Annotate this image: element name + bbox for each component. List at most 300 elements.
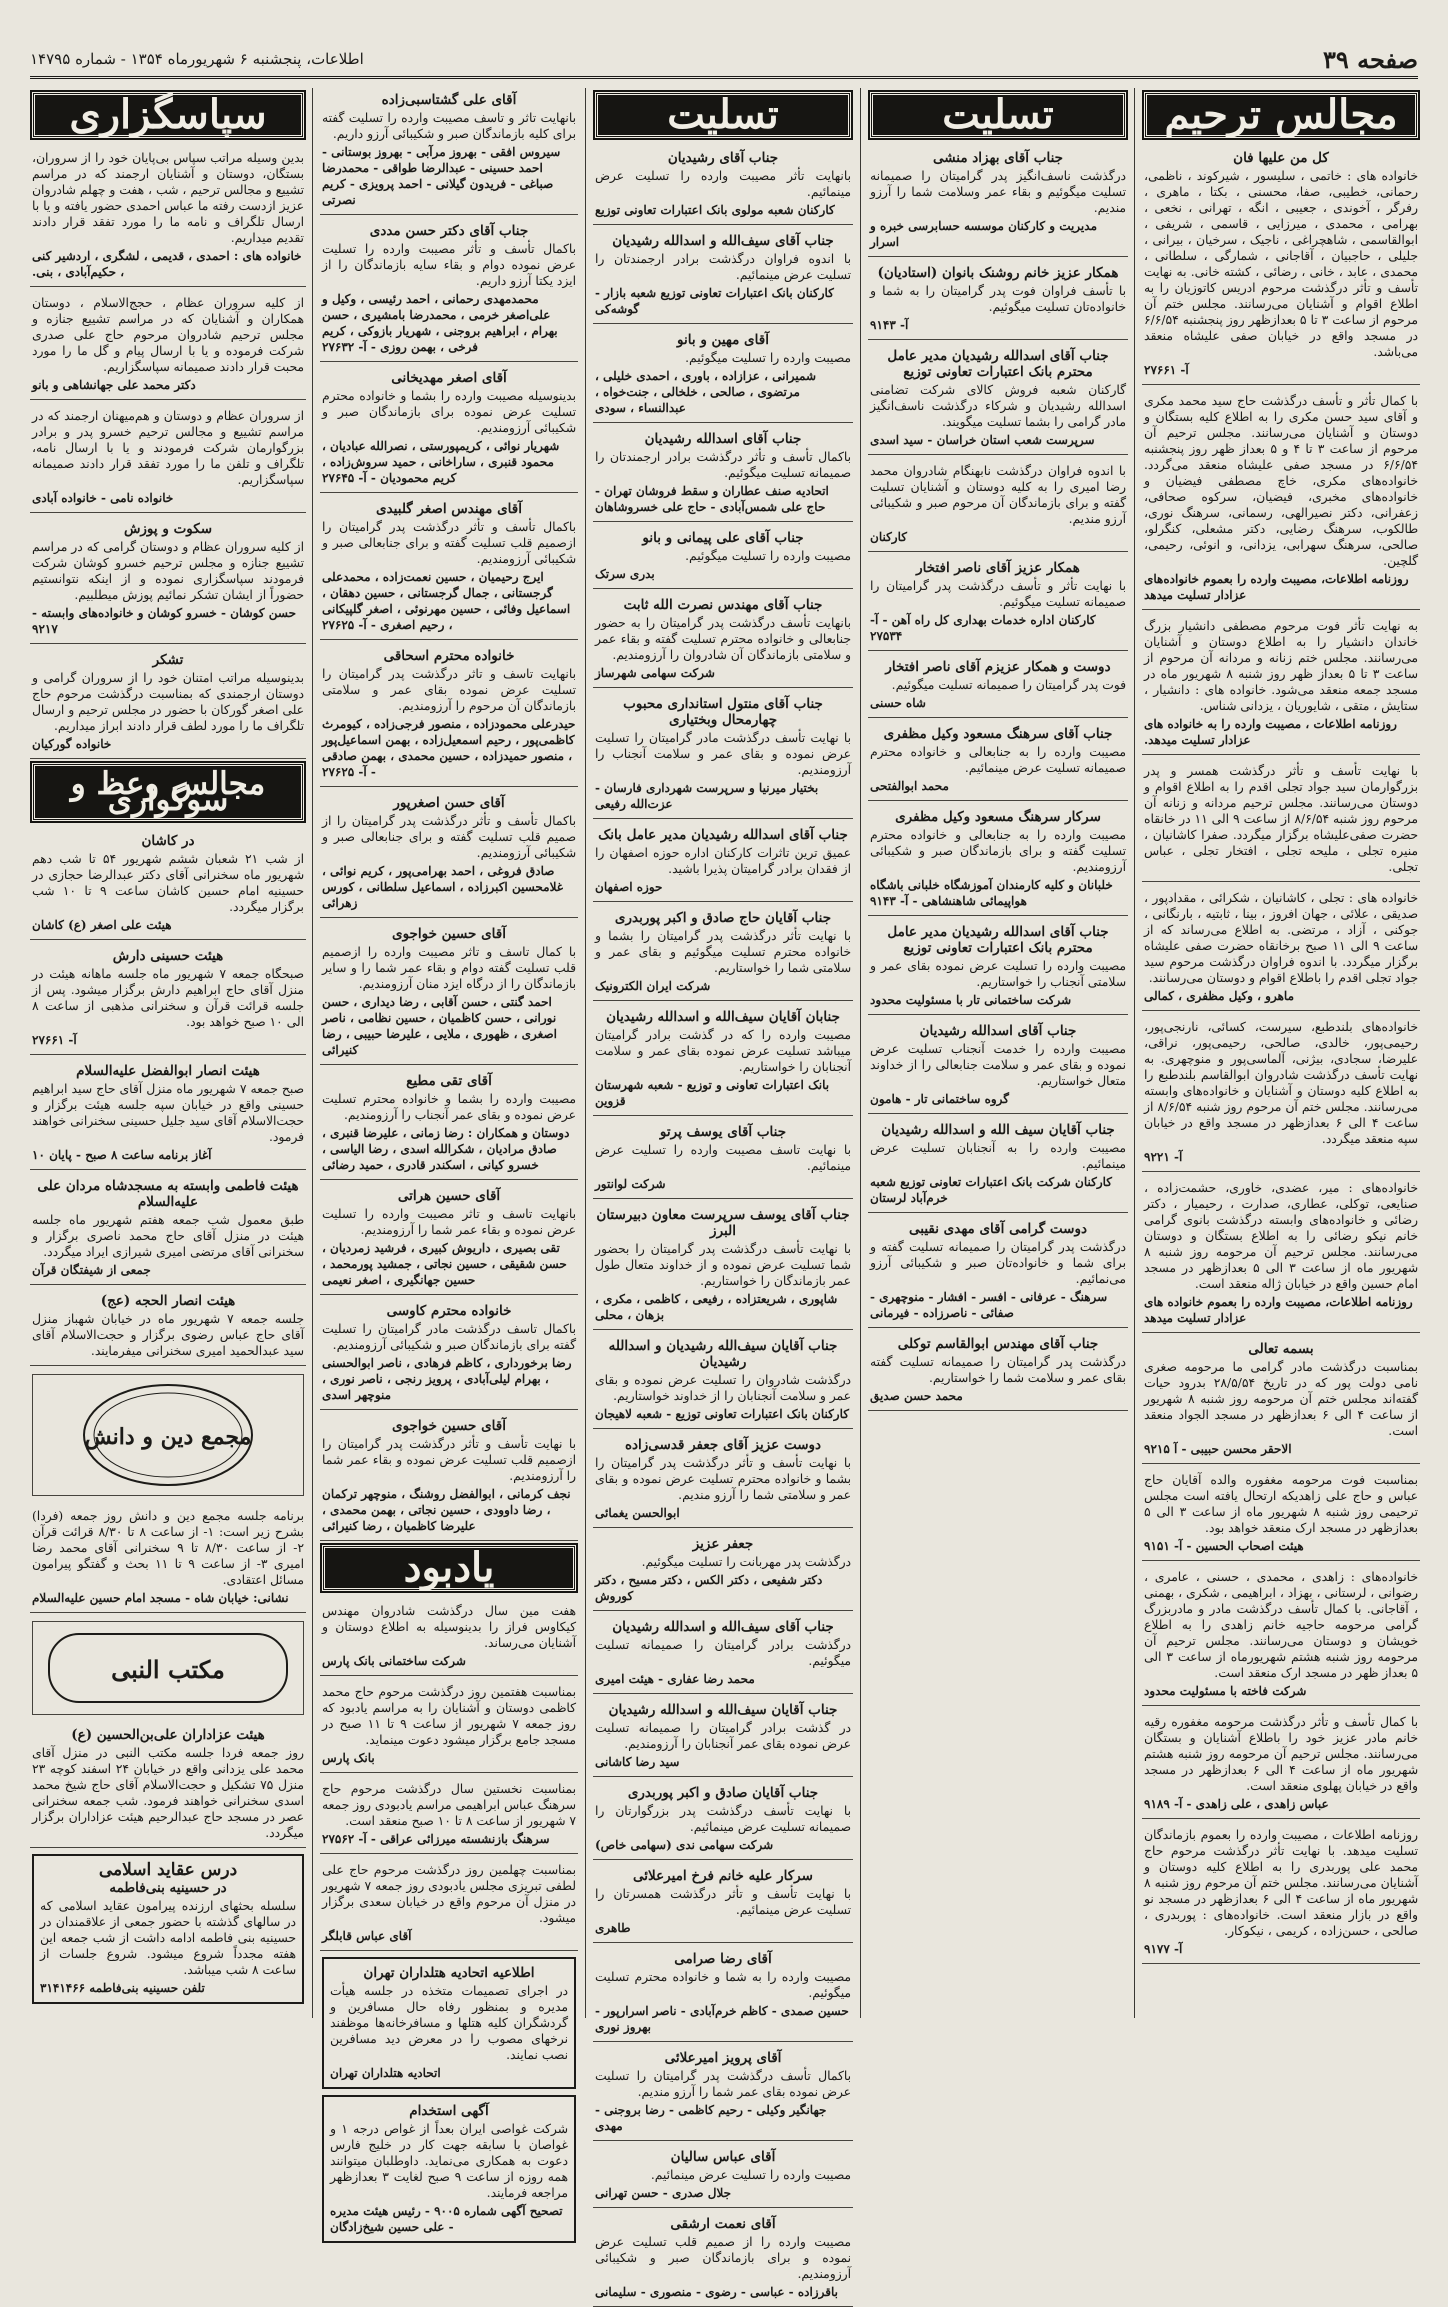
- notice-title: آقای حسین خواجوی: [392, 926, 506, 942]
- notice-item: [593, 1120, 853, 1199]
- notice-body: خانواده های : تجلی ، کاشانیان ، شکرائی ، مقدادپور ، صدیقی ، علائی ، جهان افروز ، بینا ، ثابتیه ، بارنگانی ، جوکنی ، آزاد ، مرتضی. به اطلاع می‌رساند که از ساعت ۹ الی ۱۱ صبح برخانقاه حضرت صفی علیشاه برگزار میگردد. با اندوه فراوان درگذشت مرحوم سید جواد تجلی اقدم را باطلاع اقوام و دوستان می‌رسانند.: [1144, 891, 1419, 985]
- notice-item: [868, 805, 1128, 916]
- notice-item: [320, 1299, 578, 1410]
- notice-item: [1142, 1710, 1420, 1819]
- notice-item: [593, 1005, 853, 1116]
- notice-signature: کارکنان بانک اعتبارات تعاونی توزیع - شعبه لاهیجان: [595, 1407, 849, 1421]
- notice-item: [320, 1680, 578, 1773]
- notice-body: بمناسبت چهلمین روز درگذشت مرحوم حاج علی لطفی تبریزی مجلس یادبودی روز جمعه ۷ شهریور در منزل آن مرحوم واقع در خیابان سعدی برگزار میشود.: [322, 1863, 576, 1925]
- union-sign: اتحادیه هتلداران تهران: [330, 2066, 441, 2080]
- notice-item: [1142, 146, 1420, 385]
- notice-item: [30, 291, 306, 400]
- notice-signature: محمدمهدی رحمانی ، احمد رئیسی ، وکیل و علی‌اصغر خرمی ، محمدرضا بامشیری ، حسن بهرام ، ابراهیم بروجنی ، شهریار بازوکی ، کریم فرخی ، بهمن روزی - آ- ۲۷۶۳۲: [322, 292, 558, 354]
- notice-title: جناب آقای مهندس ابوالقاسم توکلی: [897, 1336, 1099, 1352]
- notice-item: [30, 1174, 306, 1285]
- notice-title: سکوت و پوزش: [123, 521, 213, 537]
- notice-signature: حیدرعلی محمودزاده ، منصور فرجی‌زاده ، کیومرث کاظمی‌پور ، رحیم اسمعیل‌زاده ، بهمن اسماعیل‌پور ، منصور حمیدزاده ، حسین محمدی ، بهمن صادقی - آ- ۲۷۶۲۵: [322, 717, 576, 779]
- notice-title: هیئت انصار ابوالفضل علیه‌السلام: [76, 1063, 260, 1079]
- notice-signature: تقی بصیری ، داریوش کبیری ، فرشید زمردیان ، حسن شقیقی ، حسین نجاتی ، جمشید پورمحمد ، حسین جهانگیری ، اصغر نعیمی: [322, 1241, 567, 1287]
- notice-title: آقای حسین خواجوی: [392, 1418, 506, 1434]
- notice-body: طبق معمول شب جمعه هفتم شهریور ماه جلسه هیئت در منزل آقای حاج محمد ناصری برگزار و سخنرانی آقای مرتضی امیری شیرازی ایراد میگردد.: [32, 1213, 304, 1259]
- notice-item: [320, 922, 578, 1065]
- notice-body: مصیبت وارده را تسلیت عرض نموده بقای عمر و سلامتی آنجناب را خواستاریم.: [870, 959, 1126, 989]
- notice-title: جناب آقای اسدالله رشیدیان: [644, 431, 802, 447]
- notice-body: با کمال تاسف و تاثر مصیبت وارده را ازصمیم قلب تسلیت گفته دوام و بقاء عمر شما را و سایر بازماندگان را از درگاه ایزد منان آرزومندیم.: [322, 945, 576, 991]
- notice-signature: سرهنگ - عرفانی - افسر - افشار - منوچهری - صفائی - ناصرزاده - فیرمانی: [870, 1290, 1108, 1320]
- notice-signature: دکتر محمد علی جهانشاهی و بانو: [32, 378, 196, 392]
- notice-signature: کارکنان اداره خدمات بهداری کل راه آهن - آ- ۲۷۵۳۴: [870, 613, 1096, 643]
- notice-signature: شرکت لوانتور: [595, 1177, 666, 1191]
- notice-item: [593, 1532, 853, 1611]
- lesson-body: سلسله بحثهای ارزنده پیرامون عقاید اسلامی که در سالهای گذشته با حضور جمعی از علاقمندان در حسینیه بنی فاطمه ادامه داشت از شب جمعه این هفته مجدداً شروع میشود. شروع جلسات از ساعت ۸ شب میباشد.: [40, 1899, 296, 1977]
- notice-item: [320, 1599, 578, 1676]
- notice-title: آقای تقی مطیع: [406, 1073, 492, 1089]
- column-taslit-right: [868, 88, 1128, 2018]
- notice-signature: طاهری: [595, 1921, 631, 1935]
- notice-title: جناب آقای منتول استانداری محبوب چهارمحال وبختیاری: [623, 696, 823, 728]
- notice-signature: ماهرو ، وکیل مظفری ، کمالی: [1144, 989, 1294, 1003]
- notice-body: با نهایت تأسف درگذشت پدر گرامیتان را بحضور شما تسلیت عرض نموده و از خداوند متعال طول عمر بازماندگان را خواستاریم.: [595, 1242, 851, 1288]
- notice-signature: رضا برخورداری ، کاظم فرهادی ، ناصر ابوالحسنی ، بهرام لیلی‌آبادی ، پرویز رنجی ، ناصر نوری ، منوچهر اسدی: [322, 1356, 572, 1402]
- notice-signature: جمعی از شیفتگان قرآن: [32, 1263, 151, 1277]
- column-middle: [320, 88, 578, 2234]
- notice-item: [868, 1019, 1128, 1114]
- notice-signature: روزنامه اطلاعات، مصیبت وارده را بعموم خانواده های عزادار تسلیت میدهد: [1144, 1295, 1413, 1325]
- notice-title: آقای حسین هراتی: [397, 1188, 501, 1204]
- notice-item: [30, 1059, 306, 1170]
- notice-body: درگذشت برادر گرامیتان را صمیمانه تسلیت میگوئیم.: [595, 1638, 851, 1668]
- notice-title: خانواده محترم اسحاقی: [383, 648, 515, 664]
- lesson-subtitle: در حسینیه بنی‌فاطمه: [109, 1880, 227, 1896]
- notice-signature: خلبانان و کلیه کارمندان آموزشگاه خلبانی باشگاه هواپیمائی شاهنشاهی - آ- ۹۱۴۳: [870, 878, 1113, 908]
- notice-body: جلسه جمعه ۷ شهریور ماه در خیابان شهباز منزل آقای حاج عباس رضوی برگزار و حجت‌الاسلام آقای سید عبدالحمید امیری سخنرانی میفرمایند.: [32, 1312, 304, 1358]
- notice-title: دوست عزیز آقای جعفر قدسی‌زاده: [624, 1437, 822, 1453]
- notice-item: [868, 261, 1128, 340]
- column-rule: [585, 88, 586, 2018]
- notice-body: مصیبت وارده را خدمت آنجناب تسلیت عرض نموده و بقای عمر و سلامت جنابعالی را از خداوند متعال خواستاریم.: [870, 1042, 1126, 1088]
- notice-item: [593, 328, 853, 423]
- notice-title: آقای مهین و بانو: [677, 332, 769, 348]
- notice-title: جناب آقای دکتر حسن مددی: [369, 223, 529, 239]
- notice-signature: ایرج رحیمیان ، حسین نعمت‌زاده ، محمدعلی گرجستانی ، جمال گرجستانی ، حسین دهقان ، اسماعیل وفائی ، حسین مهرنوئی ، اصغر گلپیکانی ، رحیم اصغری - آ- ۲۷۶۲۵: [322, 570, 571, 632]
- notice-title: هیئت انصار الحجه (عج): [100, 1293, 236, 1309]
- notice-item: [593, 526, 853, 589]
- notice-body: بمناسبت هفتمین روز درگذشت مرحوم حاج محمد کاظمی دوستان و آشنایان را به مراسم یادبود که روز جمعه ۷ شهریور از ساعت ۹ تا ۱۱ صبح در مسجد جامع برگزار میشود دعوت مینماید.: [322, 1685, 576, 1747]
- notice-body: در گذشت برادر گرامیتان را صمیمانه تسلیت عرض نموده بقای عمر آنجنابان را آرزومندیم.: [595, 1721, 851, 1751]
- section-banner-waz: مجالس وعظ و سوگواری: [32, 763, 304, 821]
- notice-title: هیئت حسینی دارش: [112, 948, 224, 964]
- notice-signature: بانک اعتبارات تعاونی و توزیع - شعبه شهرستان قزوین: [595, 1078, 830, 1108]
- notice-item: [1142, 1176, 1420, 1333]
- notice-signature: دکتر شفیعی ، دکتر الکس ، دکتر مسیح ، دکتر کوروش: [595, 1573, 823, 1603]
- notice-body: با نهایت تأسف و تأثر درگذشت پدر گرامیتان را بشما و خانواده محترم تسلیت عرض نموده و بقای عمر و سلامتی شما را آرزو مندیم.: [595, 1456, 851, 1502]
- notice-item: [1142, 886, 1420, 1011]
- notice-signature: باقرزاده - عباسی - رضوی - منصوری - سلیمانی: [595, 2285, 838, 2299]
- notice-title: آقای عباس سالیان: [670, 2149, 776, 2165]
- notice-item: [320, 366, 578, 493]
- majma-notice: [30, 1504, 306, 1613]
- notice-signature: خانواده های : احمدی ، قدیمی ، لشگری ، اردشیر کنی ، حکیم‌آبادی ، بنی.: [32, 249, 302, 279]
- notice-item: [320, 1858, 578, 1951]
- notice-item: [1142, 759, 1420, 882]
- notice-item: [593, 1615, 853, 1694]
- notice-item: [320, 1184, 578, 1295]
- notice-item: [868, 920, 1128, 1015]
- notice-body: با کمال تأسف و تأثر درگذشت مرحومه مغفوره رقیه خانم مادر عزیز خود را باطلاع آشنایان و بستگان می‌رسانند. مجلس ترحیم آن مرحومه روز شنبه هشتم شهریور ماه از ساعت ۴ الی ۶ بعدازظهر در مسجد واقع در خیابان پهلوی منعقد است.: [1144, 1715, 1418, 1793]
- notice-body: مصیبت وارده را تسلیت میگوئیم.: [685, 549, 851, 563]
- notice-item: [593, 692, 853, 819]
- notice-body: بمناسبت نخستین سال درگذشت مرحوم حاج سرهنگ عباس ابراهیمی مراسم یادبودی روز جمعه ۷ شهریور از ساعت ۸ تا ۱۰ صبح منعقد است.: [322, 1782, 576, 1828]
- notice-body: از کلیه سروران عظام و دوستان گرامی که در مراسم تشییع جنازه و مجلس ترحیم خسرو کوشان شرکت فرمودند سپاسگزاری نموده و از اینکه نتوانستیم حضوراً از ایشان تشکر نمائیم پوزش میطلبیم.: [32, 540, 304, 602]
- notice-signature: محمد حسن صدیق: [870, 1389, 963, 1403]
- employment-sign: تصحیح آگهی شماره ۹۰۰۵ - رئیس هیئت مدیره - علی حسین شیخ‌زادگان: [330, 2204, 563, 2234]
- notice-signature: عباس زاهدی ، علی زاهدی - آ- ۹۱۸۹: [1144, 1797, 1329, 1811]
- employment-notice: [322, 2095, 576, 2243]
- taslit-list-right-a: [868, 146, 1128, 1411]
- notice-body: مصیبت وارده را به آنجنابان تسلیت عرض مینمائیم.: [870, 1141, 1126, 1171]
- notice-item: [320, 1069, 578, 1180]
- notice-signature: حوزه اصفهان: [595, 880, 663, 894]
- column-rule: [860, 88, 861, 2018]
- column-left: [30, 88, 306, 2018]
- notice-item: [1142, 614, 1420, 755]
- notice-signature: شاپوری ، شریعتزاده ، رفیعی ، کاظمی ، مکری ، بزهان ، محلی: [595, 1292, 838, 1322]
- notice-title: همکار عزیز خانم روشنک بانوان (استادیان): [877, 265, 1119, 281]
- notice-body: با کمال تأثر و تأسف درگذشت حاج سید محمد مکری و آقای سید حسن مکری را به اطلاع کلیه بستگان و دوستان و آشنایان می‌رسانند. مجلس ترحیم آن مرحوم از ساعت ۳ تا ۴ و ۵ بعداز ظهر روز پنجشنبه ۶/۶/۵۴ در مسجد صفی علیشاه منعقد می‌گردد. خانواده‌های مکری، خاچ مصطفی فیضیان و خانواده‌های مخبری، فیضیان، سرکوه صحافی، زعفرانی، دکتر نصیرالهی، رسمانی، سرهنگ نوری، طالکوب، سرهنگ رضایی، دکتر مشعلی، کنگرلو، صالحی، سرهنگ سهرابی، یزدانی، و انوئی، رحیمی، گلچین.: [1144, 394, 1418, 568]
- notice-body: مصیبت وارده را که در گذشت برادر گرامیتان میباشد تسلیت عرض نموده بقای عمر و سلامت آنجنابان را خواستاریم.: [595, 1028, 851, 1074]
- page-header: [30, 42, 1418, 79]
- notice-item: [593, 1433, 853, 1528]
- notice-title: جناب آقای سرهنگ مسعود وکیل مظفری: [883, 726, 1113, 742]
- notice-item: [320, 88, 578, 215]
- notice-body: بانهایت تأثر مصیبت وارده را تسلیت عرض مینمائیم.: [595, 169, 851, 199]
- issue-line: اطلاعات، پنجشنبه ۶ شهریورماه ۱۳۵۴ - شماره ۱۴۷۹۵: [30, 50, 364, 68]
- notice-signature: شاه حسنی: [870, 696, 926, 710]
- notice-signature: آ- ۹۱۷۷: [1144, 1942, 1183, 1956]
- notice-signature: خانواده نامی - خانواده آبادی: [32, 491, 174, 505]
- notice-body: با تأسف فراوان فوت پدر گرامیتان را به شما و خانواده‌تان تسلیت میگوئیم.: [870, 284, 1126, 314]
- notice-signature: ابوالحسن یغمائی: [595, 1506, 680, 1520]
- union-body: در اجرای تصمیمات متخذه در جلسه هیأت مدیره و بمنظور رفاه حال مسافرین و گردشگران کلیه هتلها و مسافرخانه‌ها موظفند نرخهای مصوب را در معرض دید مسافرین نصب نمایند.: [330, 1984, 568, 2062]
- notice-signature: محمد ابوالفتحی: [870, 779, 949, 793]
- notice-body: خانواده‌های : زاهدی ، محمدی ، حسنی ، عامری ، رضوانی ، لرستانی ، بهزاد ، ابراهیمی ، شکری ، بهمنی ، آقاجانی. با کمال تأسف درگذشت مادر و مادربزرگ گرامی مرحومه حاجیه خانم زاهدی را به اطلاع خویشان و دوستان می‌رسانند. مجلس ترحیم آن مرحومه روز شنبه هشتم شهریورماه از ساعت ۳ الی ۵ بعداز ظهر در مسجد ارک منعقد است.: [1144, 1570, 1418, 1680]
- notice-title: دوست و همکار عزیزم آقای ناصر افتخار: [885, 659, 1111, 675]
- notice-body: باکمال تأسف و تأثر درگذشت پدر گرامیتان را از صمیم قلب تسلیت گفته و برای جنابعالی صبر و شکیبائی آرزومندیم.: [322, 814, 576, 860]
- notice-body: صبح جمعه ۷ شهریور ماه منزل آقای حاج سید ابراهیم حسینی واقع در خیابان سپه جلسه هیئت برگزار و حجت‌الاسلام آقای سید جلیل حسینی سخنرانی خواهند فرمود.: [32, 1082, 304, 1144]
- notice-item: [593, 2212, 853, 2307]
- notice-title: هیئت فاطمی وابسته به مسجدشاه مردان علی علیه‌السلام: [37, 1178, 299, 1210]
- notice-body: بدینوسیله مراتب امتنان خود را از سروران گرامی و دوستان ارجمندی که بمناسبت درگذشت مرحوم حاج علی اصغر گورکان با حضور در مجلس ترحیم و ارسال تلگراف ما را مورد لطف قرار دادند ابراز میداریم.: [32, 671, 304, 733]
- notice-body: خانواده‌های : میر، عضدی، خاوری، حشمت‌زاده ، صنایعی، توکلی، عطاری، صدارت ، رحیمیار ، دکتر رضائی و خانواده‌های وابسته درگذشت بانوی گرامی خانم نیکو رضائی را به اطلاع بستگان و دوستان می‌رسانند. مجلس ترحیم آن مرحومه روز شنبه ۸ شهریور ماه از ساعت ۳ الی ۵ بعدازظهر در مسجد امام حسین واقع در خیابان ژاله منعقد است.: [1144, 1181, 1418, 1291]
- notice-title: تشکر: [152, 652, 184, 668]
- notice-item: [320, 1414, 578, 1541]
- notice-signature: روزنامه اطلاعات ، مصیبت وارده را به خانواده های عزادار تسلیت میدهد.: [1144, 717, 1397, 747]
- notice-body: گارکنان شعبه فروش کالای شرکت تضامنی اسدالله رشیدیان و شرکاء درگذشت ناسف‌انگیز مادر گرامی را بشما تسلیت میگویند.: [870, 383, 1126, 429]
- notice-body: با اندوه فراوان درگذشت برادر ارجمندتان را تسلیت عرض مینمائیم.: [595, 252, 851, 282]
- notice-signature: شرکت ساختمانی تار با مسئولیت محدود: [870, 993, 1072, 1007]
- notice-title: همکار عزیز آقای ناصر افتخار: [916, 560, 1080, 576]
- majma-body: برنامه جلسه مجمع دین و دانش روز جمعه (فردا) بشرح زیر است: ۱- از ساعت ۸ تا ۸/۳۰ قرائت قرآن ۲- از ساعت ۸/۳۰ تا ۹ سخنرانی آقای محمد رضا امیری ۳- از ساعت ۹ تا ۱۱ بحث و گفتگو پیرامون مسائل اعتقادی.: [32, 1509, 305, 1587]
- notice-signature: احمد گنتی ، حسن آقابی ، رضا دیداری ، حسن نورانی ، حسن کاظمیان ، حسین نظامی ، ناصر اصغری ، ظهوری ، ملایی ، علیرضا حبیبی ، رضا کنیرائی: [322, 995, 557, 1057]
- notice-body: درگذشت پدر گرامیتان را صمیمانه تسلیت گفته و برای شما و خانواده‌تان صبر و شکیبائی آرزو می‌نمائیم.: [870, 1240, 1126, 1286]
- notice-title: آقای اصغر مهدیخانی: [391, 370, 507, 386]
- notice-body: مصیبت وارده را تسلیت میگوئیم.: [685, 351, 851, 365]
- notice-signature: الاحقر محسن حبیبی - آ ۹۲۱۵: [1144, 1442, 1292, 1456]
- notice-title: جناب آقایان سیف‌الله و اسدالله رشیدیان: [608, 1702, 838, 1718]
- notice-item: [30, 1289, 306, 1366]
- maktab-emblem: [32, 1621, 304, 1715]
- notice-body: با نهایت تأسف و تأثر درگذشت همسر و پدر بزرگوارمان سید جواد تجلی اقدم را به اطلاع اقوام و دوستان می‌رسانند. مجلس ترحیم مردانه و زنانه آن مرحوم روز شنبه ۸/۶/۵۴ از ساعت ۹ الی ۱۱ در خانقاه حضرت صفی‌علیشاه برگزار میگردد. صفرا کاشانیان ، منیره تجلی ، ملیحه تجلی ، افتخار تجلی ، عباس تجلی.: [1144, 764, 1418, 874]
- notice-signature: نجف کرمانی ، ابوالفضل روشنگ ، منوچهر ترکمان ، رضا داوودی ، حسین نجاتی ، بهمن محمدی ، علیرضا کاظمیان ، رضا کنیرائی: [322, 1487, 571, 1533]
- notice-signature: سرپرست شعب استان خراسان - سید اسدی: [870, 433, 1095, 447]
- majales-list: [1142, 146, 1420, 1964]
- notice-body: از سروران عظام و دوستان و هم‌میهنان ارجمند که در مراسم تشییع و مجالس ترحیم خسرو پدر و برادر بزرگوارمان شرکت فرمودند و یا با ارسال نامه، تلگراف و تلفن ما را مورد تفقد قرار دادند صمیمانه سپاسگزاریم.: [32, 409, 304, 487]
- notice-signature: کارکنان شعبه مولوی بانک اعتبارات تعاونی توزیع: [595, 203, 835, 217]
- notice-item: [30, 146, 306, 287]
- notice-body: با نهایت تأثر درگذشت پدر گرامیتان را بشما و خانواده محترم تسلیت میگوئیم و بقای عمر و سلامتی شما را خواستاریم.: [595, 929, 851, 975]
- hotel-union-notice: [322, 1957, 576, 2089]
- notice-item: [593, 1947, 853, 2042]
- yadbood-list: [320, 1599, 578, 1951]
- notice-item: [593, 1698, 853, 1777]
- notice-item: [593, 906, 853, 1001]
- notice-signature: گروه ساختمانی تار - هامون: [870, 1092, 1010, 1106]
- notice-title: جعفر عزیز: [692, 1536, 754, 1552]
- notice-item: [593, 229, 853, 324]
- notice-body: بانهایت تاثر و تاسف مصیبت وارده را تسلیت گفته برای کلیه بازماندگان صبر و شکیبائی آرزو داریم.: [322, 111, 576, 141]
- notice-title: جناب آقای بهزاد منشی: [932, 150, 1064, 166]
- notice-item: [30, 404, 306, 513]
- notice-item: [320, 1777, 578, 1854]
- notice-item: [593, 2046, 853, 2141]
- notice-item: [868, 1118, 1128, 1213]
- notice-signature: آغاز برنامه ساعت ۸ صبح - پایان ۱۰: [32, 1148, 212, 1162]
- notice-title: آقای علی گشتاسبی‌زاده: [381, 92, 517, 108]
- notice-body: درگذشت پدر مهربانت را تسلیت میگوئیم.: [641, 1555, 851, 1569]
- notice-body: صبحگاه جمعه ۷ شهریور ماه جلسه ماهانه هیئت در منزل آقای حاج ابراهیم دارش برگزار میشود. پس از جلسه قرائت قرآن و سخنرانی مذهبی از ساعت ۸ الی ۱۰ صبح خواهد بود.: [32, 967, 304, 1029]
- notice-body: با نهایت تأسف درگذشت مادر گرامیتان را تسلیت عرض نموده و بقای عمر و سلامت آنجناب را آرزومندیم.: [595, 731, 851, 777]
- column-taslit-left: [593, 88, 853, 2299]
- notice-body: از شب ۲۱ شعبان ششم شهریور ۵۴ تا شب دهم شهریور ماه سخنرانی آقای دکتر عبدالرضا حجازی در حسینیه امام حسین کاشان ساعت ۹ تا ۱۰ شب برگزار میگردد.: [32, 852, 304, 914]
- notice-title: خانواده محترم کاوسی: [386, 1303, 512, 1319]
- notice-signature: بانک پارس: [322, 1751, 375, 1765]
- notice-signature: شرکت فاخته با مسئولیت محدود: [1144, 1684, 1307, 1698]
- union-title: اطلاعیه اتحادیه هتلداران تهران: [363, 1965, 535, 1981]
- notice-title: جناب آقای اسدالله رشیدیان مدیر عامل بانک: [598, 827, 848, 843]
- notice-body: به نهایت تأثر فوت مرحوم مصطفی دانشیار بزرگ خاندان دانشیار را به اطلاع دوستان و آشنایان می‌رسانند. مجلس ختم زنانه و مردانه آن مرحوم از ساعت ۳ تا ۵ بعداز ظهر روز شنبه ۸ شهریور ماه در مسجد جمعه منعقد می‌شود. خانواده های : دانشیار ، ستایش ، متقی ، شایوریان ، یزدانی شناس.: [1144, 619, 1418, 713]
- waz-list: [30, 829, 306, 1366]
- notice-body: بمناسبت فوت مرحومه مغفوره والده آقایان حاج عباس و حاج علی زاهدیکه ارتحال یافته است مجلس ترحیمی روز شنبه ۸ شهریور ماه از ساعت ۳ الی ۵ بعدازظهر در مسجد ارک منعقد خواهد بود.: [1144, 1473, 1418, 1535]
- notice-item: [1142, 1337, 1420, 1464]
- middle-notices: [320, 88, 578, 1541]
- notice-signature: صادق فروغی ، احمد بهرامی‌پور ، کریم نوائی ، غلامحسین اکبرزاده ، اسماعیل سلطانی ، کورس زهرائی: [322, 864, 564, 910]
- notice-body: مصیبت وارده را به جنابعالی و خانواده محترم صمیمانه تسلیت عرض مینمائیم.: [870, 745, 1126, 775]
- section-banner-sepas: سپاسگزاری: [32, 92, 304, 138]
- notice-body: روزنامه اطلاعات ، مصیبت وارده را بعموم بازماندگان تسلیت میدهد. با نهایت تأثر درگذشت مرحوم حاج محمد علی پوربدری را به اطلاع کلیه دوستان و آشنایان می‌رسانند. مجلس ختم آن مرحوم روز شنبه ۸ شهریور ماه از ساعت ۴ الی ۶ بعدازظهر در مسجد نو واقع در بازار منعقد است. خانواده‌های : پوربدری ، صالحی ، حسن‌زاده ، کریمی ، نیکوکار.: [1144, 1828, 1419, 1938]
- notice-item: [1142, 1468, 1420, 1561]
- notice-signature: جلال صدری - حسن تهرانی: [595, 2186, 732, 2200]
- notice-title: بسمه تعالی: [1248, 1341, 1314, 1357]
- notice-item: [868, 655, 1128, 718]
- notice-body: با نهایت تأسف درگذشت پدر بزرگوارتان را صمیمانه تسلیت عرض مینمائیم.: [595, 1804, 851, 1834]
- notice-title: کل من علیها فان: [1233, 150, 1329, 166]
- notice-signature: سید رضا کاشانی: [595, 1755, 680, 1769]
- maktab-body: روز جمعه فردا جلسه مکتب النبی در منزل آقای محمد علی یزدانی واقع در خیابان ۲۴ اسفند کوچه ۲۳ منزل ۷۵ تشکیل و حجت‌الاسلام آقای حاج شیخ محمد اسدی سخنرانی خواهند فرمود. شب جمعه سخنرانی عصر در مسجد حاج عبدالرحیم هیئت عزاداران برگزار میگردد.: [32, 1746, 305, 1840]
- notice-item: [1142, 1823, 1420, 1964]
- maktab-notice-title: هیئت عزاداران علی‌بن‌الحسین (ع): [71, 1727, 265, 1743]
- employment-title: آگهی استخدام: [409, 2103, 489, 2119]
- notice-body: باکمال تأسف درگذشت پدر گرامیتان را تسلیت عرض نموده بقای عمر شما را آرزو مندیم.: [595, 2069, 851, 2099]
- notice-item: [320, 497, 578, 640]
- notice-item: [868, 459, 1128, 552]
- notice-body: بدینوسیله مصیبت وارده را بشما و خانواده محترم تسلیت عرض نموده برای بازماندگان صبر و شکیبائی آرزومندیم.: [322, 389, 576, 435]
- notice-signature: شرکت سهامی ندی (سهامی خاص): [595, 1838, 774, 1852]
- notice-item: [868, 1217, 1128, 1328]
- taslit-list-left: [593, 146, 853, 2307]
- notice-title: آقای نعمت ارشقی: [670, 2216, 776, 2232]
- notice-title: جناب آقایان سیف الله و اسدالله رشیدیان: [881, 1122, 1115, 1138]
- lesson-title: درس عقاید اسلامی: [98, 1860, 238, 1880]
- notice-title: جناب آقای سیف‌الله و اسدالله رشیدیان: [612, 1619, 834, 1635]
- section-banner-majales: مجالس ترحیم: [1144, 92, 1418, 138]
- notice-signature: آ- ۲۷۶۶۱: [32, 1033, 77, 1047]
- notice-item: [593, 1203, 853, 1330]
- notice-title: جناب آقای اسدالله رشیدیان مدیر عامل محترم بانک اعتبارات تعاونی توزیع: [887, 348, 1109, 380]
- notice-body: با نهایت تأثر و تأسف درگذشت پدر گرامیتان را صمیمانه تسلیت میگوئیم.: [870, 579, 1126, 609]
- notice-body: بدین وسیله مراتب سپاس بی‌پایان خود را از سروران، بستگان، دوستان و آشنایان ارجمند که در مراسم تشییع و مجالس ترحیم ، شب ، هفت و چهلم شادروان عزیز ازدست رفته ما عباس احمدی حضور یافته و یا با ارسال تلگراف و نامه ما را مورد تفقد قرار دادند تقدیم میداریم.: [32, 151, 304, 245]
- notice-item: [593, 146, 853, 225]
- notice-item: [320, 219, 578, 362]
- notice-title: جناب آقایان صادق و اکبر پوربدری: [627, 1785, 819, 1801]
- notice-item: [593, 427, 853, 522]
- notice-signature: کارکنان: [870, 530, 907, 544]
- section-banner-yadbood: یادبود: [322, 1545, 576, 1591]
- maktab-notice: [30, 1723, 306, 1848]
- notice-body: درگذشت شادروان را تسلیت عرض نموده و بقای عمر و سلامت آنجنابان را از خداوند خواستاریم.: [595, 1373, 851, 1403]
- notice-body: بانهایت تأسف درگذشت پدر گرامیتان را به حضور جنابعالی و خانواده محترم تسلیت گفته و بقاء عمر و سلامتی بازماندگان آن شادروان را آرزومندیم.: [595, 616, 851, 662]
- thanks-list: [30, 146, 306, 759]
- section-banner-taslit: تسلیت: [595, 92, 851, 138]
- notice-title: در کاشان: [141, 833, 195, 849]
- notice-body: با اندوه فراوان درگذشت نابهنگام شادروان محمد رضا امیری را به کلیه دوستان و آشنایان تسلیت گفته و برای بازماندگان آن مرحوم صبر و شکیبائی آرزو مندیم.: [870, 464, 1126, 526]
- lesson-sign: تلفن حسینیه بنی‌فاطمه ۳۱۴۱۴۶۶: [40, 1981, 205, 1995]
- notice-item: [868, 1332, 1128, 1411]
- section-banner-taslit-2: تسلیت: [870, 92, 1126, 138]
- column-majales-tarhim: [1142, 88, 1420, 2018]
- notice-title: جناب آقای یوسف پرتو: [659, 1124, 787, 1140]
- notice-body: مصیبت وارده را به شما و خانواده محترم تسلیت میگوئیم.: [595, 1970, 851, 2000]
- notice-body: باکمال تأسف و تأثر درگذشت برادر ارجمندتان را صمیمانه تسلیت میگوئیم.: [595, 450, 851, 480]
- notice-item: [30, 829, 306, 940]
- notice-item: [320, 644, 578, 787]
- maktab-title: مکتب النبی: [111, 1655, 225, 1684]
- page-number: صفحه ۳۹: [1322, 44, 1418, 74]
- notice-item: [593, 1864, 853, 1943]
- notice-body: عمیق ترین تاثرات کارکنان اداره حوزه اصفهان را از فقدان برادر گرامیتان پذیرا باشید.: [595, 846, 851, 876]
- notice-title: جنابان آقایان سیف‌الله و اسدالله رشیدیان: [606, 1009, 840, 1025]
- notice-item: [593, 593, 853, 688]
- notice-item: [1142, 389, 1420, 610]
- notice-body: درگذشت ناسف‌انگیز پدر گرامیتان را صمیمانه تسلیت میگوئیم و بقاء عمر وسلامت شما را آرزو مندیم.: [870, 169, 1126, 215]
- notice-signature: هیئت اصحاب الحسین - آ- ۹۱۵۱: [1144, 1539, 1304, 1553]
- notice-signature: حسین صمدی - کاظم خرم‌آبادی - ناصر اسرارپور - بهروز نوری: [595, 2004, 849, 2034]
- notice-signature: بدری سرتک: [595, 567, 655, 581]
- notice-signature: آ- ۲۷۶۶۱: [1144, 363, 1189, 377]
- notice-item: [593, 1334, 853, 1429]
- notice-body: خانواده های : خاتمی ، سلیسور ، شیرکوند ، ناظمی، رحمانی، خطیبی، صفا، محسنی ، بکتا ، ماهری ، رفرگر ، آخوندی ، جعیبی ، انگه ، تهرانی ، نخعی ، بهرامی ، محمدی ، میرزایی ، قاسمی ، شریفی ، ابوالقاسمی ، شاهچراغی ، ناجیک ، سرخیان ، بیرانی ، جلیلی ، حاجبیان ، آقاجانی ، شمارگی ، سلطانی ، محمدی ، عابد ، خانی ، رضائی ، کشته خانی. به نهایت تأسف و تأثر درگذشت مرحوم ادریس کاتوزیان را به اطلاع اقوام و آشنایان می‌رسانند. مجلس ختم آن مرحوم از ساعت ۳ تا ۵ بعدازظهر روز پنجشنبه ۶/۶/۵۴ در مسجد واقع در خیابان صفی علیشاه منعقد می‌باشد.: [1144, 169, 1418, 359]
- notice-title: سرکار سرهنگ مسعود وکیل مظفری: [895, 809, 1101, 825]
- notice-signature: سیروس افقی - بهروز مرآبی - بهروز بوستانی - احمد حسینی - عبدالرضا طواقی - محمدرضا صباغی - فریدون گیلانی - احمد پرویزی - کریم نصرتی: [322, 145, 561, 207]
- notice-item: [30, 648, 306, 759]
- employment-body: شرکت غواصی ایران بعداً از غواص درجه ۱ و غواصان با سابقه جهت کار در خلیج فارس دعوت به همکاری می‌نماید. داوطلبان میتوانند همه روزه از ساعت ۹ صبح لغایت ۳ بعدازظهر مراجعه فرمایند.: [330, 2122, 568, 2200]
- notice-body: خانواده‌های بلندطبع، سیرست، کسائی، نارنجی‌پور، رحیمی‌پور، خالدی، صالحی، رحیمی‌پور، نراقی، علیرضا، سجادی، بیژنی، آلماسی‌پور و منوچهری. به نهایت تأسف درگذشت شادروان ابوالقاسم بلندطبع را به اطلاع کلیه دوستان و آشنایان و خانواده‌های وابسته می‌رسانند. مجلس ختم آن مرحوم روز شنبه ۸/۶/۵۴ از ساعت ۴ الی ۶ بعدازظهر در مسجد واقع در خیابان سپه منعقد میگردد.: [1144, 1020, 1419, 1146]
- notice-title: جناب آقای سیف‌الله و اسدالله رشیدیان: [612, 233, 834, 249]
- notice-signature: شهریار نوائی ، کریمپورستی ، نصرالله عبادیان ، محمود قنبری ، ساراخانی ، حمید سروش‌زاده ، کریم محمودیان - آ- ۲۷۶۴۵: [322, 439, 560, 485]
- column-rule: [1134, 88, 1135, 2018]
- notice-title: جناب آقای رشیدیان: [667, 150, 779, 166]
- notice-signature: سرهنگ بازنشسته میرزائی عراقی - آ- ۲۷۵۶۲: [322, 1832, 550, 1846]
- notice-title: آقای رضا صرامی: [674, 1951, 772, 1967]
- notice-title: جناب آقای اسدالله رشیدیان: [919, 1023, 1077, 1039]
- notice-body: فوت پدر گرامیتان را صمیمانه تسلیت میگوئیم.: [891, 678, 1126, 692]
- notice-title: آقای پرویز امیرعلائی: [664, 2050, 782, 2066]
- notice-body: هفت مین سال درگذشت شادروان مهندس کیکاوس فراز را بدینوسیله به اطلاع دوستان و آشنایان می‌رساند.: [322, 1604, 576, 1650]
- notice-title: جناب آقای علی پیمانی و بانو: [642, 530, 804, 546]
- notice-signature: حسن کوشان - خسرو کوشان و خانواده‌های وابسته - ۹۲۱۷: [32, 606, 297, 636]
- maktab-calligraphy-icon: [43, 1628, 293, 1708]
- notice-body: با نهایت تأسف و تأثر درگذشت پدر گرامیتان را ازصمیم قلب تسلیت عرض نموده و بقاء عمر شما را آرزومندیم.: [322, 1437, 576, 1483]
- majma-calligraphy-icon: [78, 1380, 258, 1490]
- majma-title: مجمع دین و دانش: [84, 1424, 252, 1450]
- notice-signature: آ- ۹۲۲۱: [1144, 1150, 1183, 1164]
- notice-title: جناب آقایان سیف‌الله رشیدیان و اسدالله رشیدیان: [608, 1338, 838, 1370]
- notice-item: [30, 517, 306, 644]
- notice-body: از کلیه سروران عظام ، حجج‌الاسلام ، دوستان همکاران و آشنایان که در مراسم تشییع جنازه و مجلس ترحیم شادروان مرحوم حاج علی صدری شرکت فرموده و یا با ارسال پیام و گل ما را مورد محبت قرار دادند صمیمانه سپاسگزاریم.: [32, 296, 304, 374]
- notice-title: جناب آقای یوسف سرپرست معاون دبیرستان البرز: [596, 1207, 850, 1239]
- notice-item: [593, 2145, 853, 2208]
- notice-signature: مدیریت و کارکنان موسسه حسابرسی خبره و اسرار: [870, 219, 1097, 249]
- notice-title: سرکار علیه خانم فرخ امیرعلائی: [633, 1868, 813, 1884]
- notice-body: درگذشت پدر گرامیتان را صمیمانه تسلیت گفته بقای عمر و سلامت شما را خواستاریم.: [870, 1355, 1126, 1385]
- notice-item: [868, 146, 1128, 257]
- notice-body: مصیبت وارده را از صمیم قلب تسلیت عرض نموده و برای بازماندگان صبر و شکیبائی آرزومندیم.: [595, 2235, 851, 2281]
- notice-body: باکمال تأسف و تأثر مصیبت وارده را تسلیت عرض نموده دوام و بقاء سایه بازماندگان را از ایزد یکتا آرزو داریم.: [322, 242, 576, 288]
- notice-title: جناب آقای مهندس نصرت الله ثابت: [623, 597, 823, 613]
- notice-body: با نهایت تأسف و تأثر درگذشت همسرتان را تسلیت عرض مینمائیم.: [595, 1887, 851, 1917]
- notice-item: [868, 722, 1128, 801]
- notice-signature: شرکت ایران الکترونیک: [595, 979, 711, 993]
- notice-signature: کارکنان شرکت بانک اعتبارات تعاونی توزیع شعبه خرم‌آباد لرستان: [870, 1175, 1112, 1205]
- notice-item: [1142, 1565, 1420, 1706]
- notice-signature: اتحادیه صنف عطاران و سقط فروشان تهران - حاج علی شمس‌آبادی - حاج علی خسروشاهان: [595, 484, 829, 514]
- notice-item: [868, 344, 1128, 455]
- notice-signature: کارکنان بانک اعتبارات تعاونی توزیع شعبه بازار - گوشه‌کی: [595, 286, 834, 316]
- notice-signature: آقای عباس قابلگر: [322, 1929, 412, 1943]
- notice-title: دوست گرامی آقای مهدی نقیبی: [909, 1221, 1087, 1237]
- notice-signature: شرکت سهامی شهرساز: [595, 666, 715, 680]
- notice-signature: روزنامه اطلاعات، مصیبت وارده را بعموم خانواده‌های عزادار تسلیت میدهد: [1144, 572, 1409, 602]
- notice-body: بمناسبت درگذشت مادر گرامی ما مرحومه صغری نامی دولت پور که در تاریخ ۲۸/۵/۵۴ بدرود حیات گفته‌اند مجلس ختم آن مرحومه روز شنبه ۸ شهریور از ساعت ۴ الی ۶ بعدازظهر در مسجد الجواد منعقد است.: [1144, 1360, 1418, 1438]
- notice-body: بانهایت تاسف و تاثر مصیبت وارده را تسلیت عرض نموده و بقاء عمر شما را آرزومندیم.: [322, 1207, 576, 1237]
- notice-item: [868, 556, 1128, 651]
- notice-body: مصیبت وارده را به جنابعالی و خانواده محترم تسلیت گفته و برای بازماندگان صبر و شکیبائی آرزومندیم.: [870, 828, 1126, 874]
- notice-signature: بختیار میرنیا و سرپرست شهرداری فارسان - عزت‌الله رفیعی: [595, 781, 819, 811]
- notice-title: جناب آقای اسدالله رشیدیان مدیر عامل محترم بانک اعتبارات تعاونی توزیع: [887, 924, 1109, 956]
- notice-body: مصیبت وارده را بشما و خانواده محترم تسلیت عرض نموده و بقای عمر آنجناب را آرزومندیم.: [322, 1092, 576, 1122]
- notice-signature: خانواده گورکیان: [32, 737, 112, 751]
- majma-emblem: [32, 1374, 304, 1496]
- notice-item: [593, 1781, 853, 1860]
